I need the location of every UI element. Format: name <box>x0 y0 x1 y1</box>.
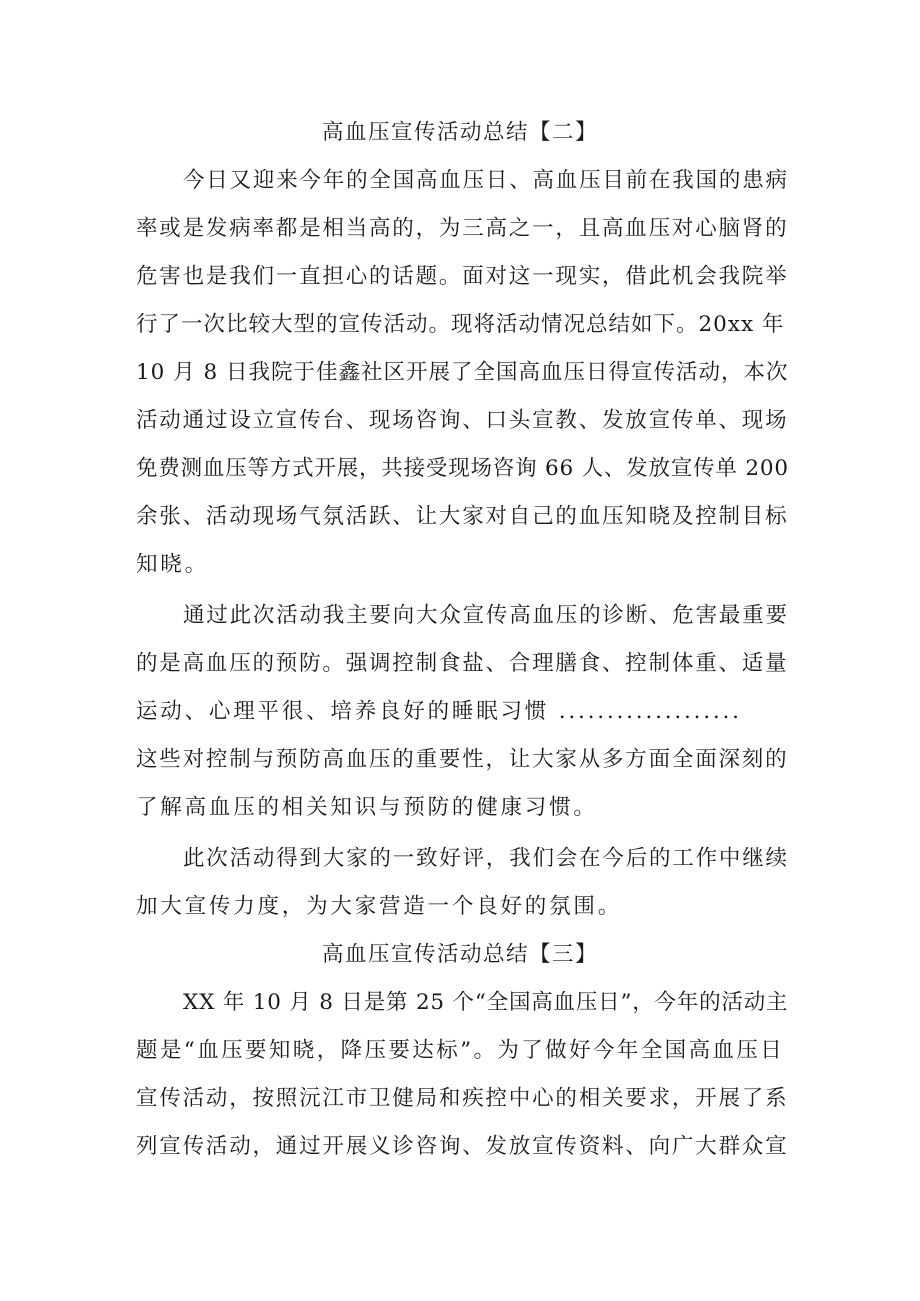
text-line: 题是“血压要知晓，降压要达标”。为了做好今年全国高血压日 <box>136 1038 785 1063</box>
text-line: 知晓。 <box>136 552 209 577</box>
text-line: 宣传活动，按照沅江市卫健局和疾控中心的相关要求，开展了系 <box>136 1086 789 1111</box>
text-line: 免费测血压等方式开展，共接受现场咨询 66 人、发放宣传单 200 <box>136 456 789 481</box>
text-line: 通过此次活动我主要向大众宣传高血压的诊断、危害最重要 <box>183 603 789 628</box>
text-line: 10 月 8 日我院于佳鑫社区开展了全国高血压日得宣传活动，本次 <box>136 360 789 385</box>
text-line: 行了一次比较大型的宣传活动。现将活动情况总结如下。20xx 年 <box>136 312 785 337</box>
section-title: 高血压宣传活动总结【三】 <box>321 942 598 967</box>
text-line: 运动、心理平很、培养良好的睡眠习惯 ................... <box>136 699 742 724</box>
text-line: 此次活动得到大家的一致好评，我们会在今后的工作中继续 <box>183 846 789 871</box>
section-title: 高血压宣传活动总结【二】 <box>321 120 598 145</box>
text-line: 率或是发病率都是相当高的，为三高之一，且高血压对心脑肾的 <box>136 216 789 241</box>
text-line: 活动通过设立宣传台、现场咨询、口头宣教、发放宣传单、现场 <box>136 408 789 433</box>
text-line: 加大宣传力度，为大家营造一个良好的氛围。 <box>136 894 623 919</box>
text-line: 今日又迎来今年的全国高血压日、高血压目前在我国的患病 <box>183 168 789 193</box>
text-line: 这些对控制与预防高血压的重要性，让大家从多方面全面深刻的 <box>136 747 789 772</box>
text-line: 列宣传活动，通过开展义诊咨询、发放宣传资料、向广大群众宣 <box>136 1134 789 1159</box>
text-line: 了解高血压的相关知识与预防的健康习惯。 <box>136 795 598 820</box>
text-line: 的是高血压的预防。强调控制食盐、合理膳食、控制体重、适量 <box>136 651 789 676</box>
text-line: 危害也是我们一直担心的话题。面对这一现实，借此机会我院举 <box>136 264 789 289</box>
text-line: XX 年 10 月 8 日是第 25 个“全国高血压日”，今年的活动主 <box>183 990 789 1015</box>
text-line: 余张、活动现场气氛活跃、让大家对自己的血压知晓及控制目标 <box>136 504 789 529</box>
